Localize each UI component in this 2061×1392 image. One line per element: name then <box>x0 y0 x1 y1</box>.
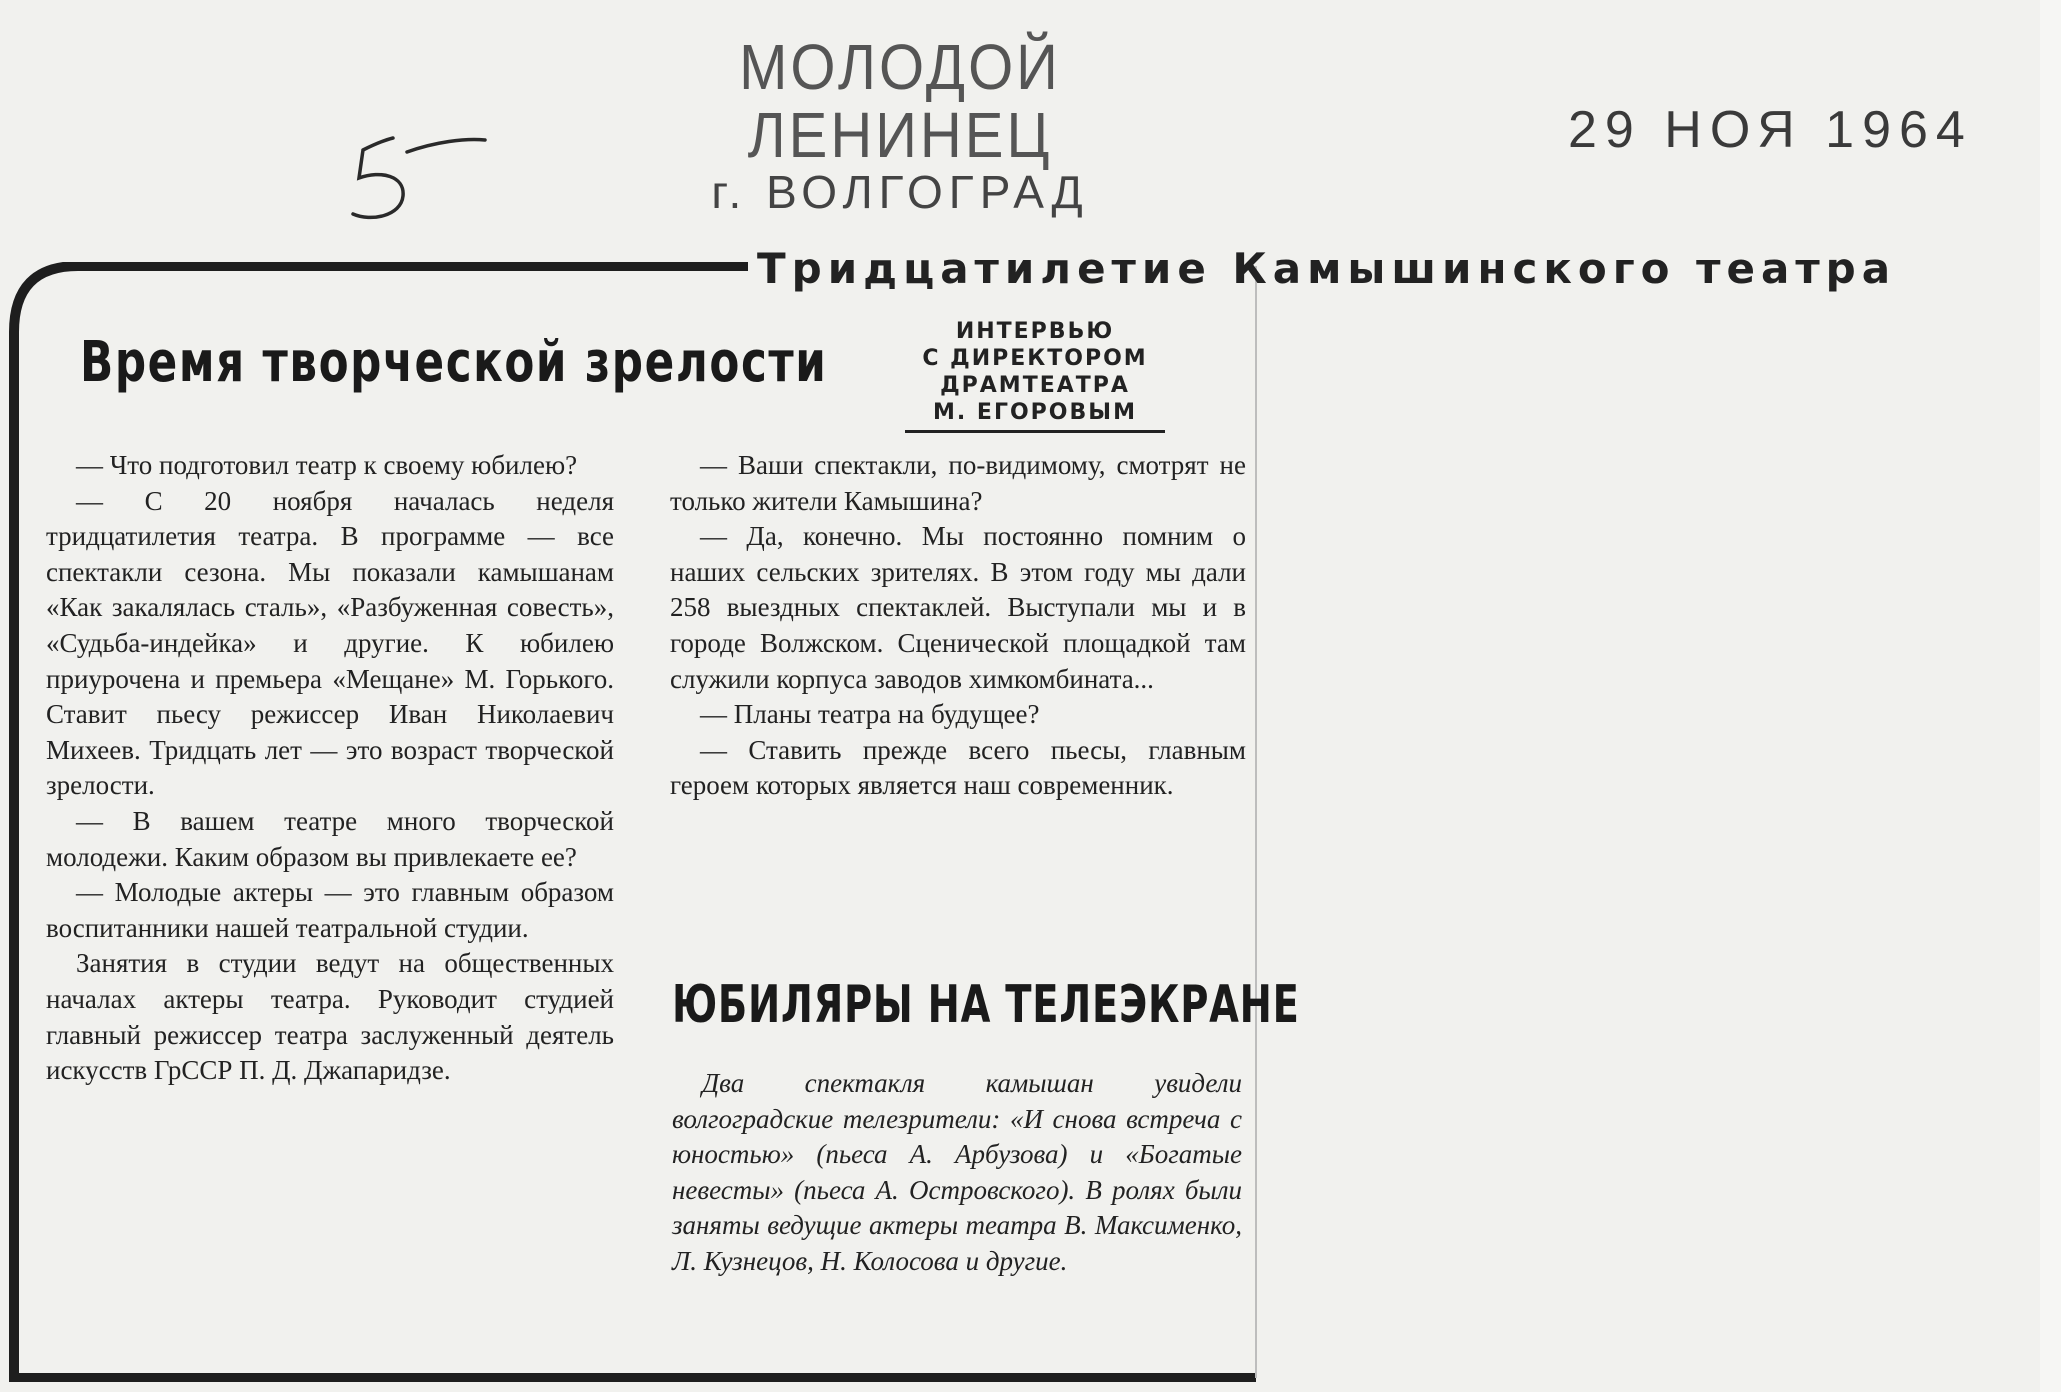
paragraph: — Ваши спектакли, по-видимому, смотрят не только жители Камышина? <box>670 450 1246 516</box>
byline-line-4: М. ЕГОРОВЫМ <box>933 400 1137 425</box>
paragraph: Занятия в студии ведут на общественных началах актеры театра. Руководит студией главный режиссер театра заслуженный деятель искусств ГрССР П. Д. Джапаридзе. <box>46 948 614 1086</box>
paragraph: — Что подготовил театр к своему юбилею? <box>76 450 578 480</box>
newspaper-stamp <box>640 31 1160 220</box>
paragraph: — Планы театра на будущее? <box>700 699 1040 730</box>
stamp-city: г. ВОЛГОГРАД <box>711 166 1089 218</box>
section-heading: ЮБИЛЯРЫ НА ТЕЛЕЭКРАНЕ <box>672 975 1300 1035</box>
right-column <box>670 448 1246 804</box>
stamp-newspaper-name: МОЛОДОЙ ЛЕНИНЕЦ <box>739 31 1061 172</box>
handwritten-number-mark <box>345 130 495 230</box>
byline-line-2: С ДИРЕКТОРОМ <box>922 346 1148 371</box>
paragraph: — Молодые актеры — это главным образом воспитанники нашей театральной студии. <box>46 877 614 943</box>
interview-byline <box>905 318 1165 433</box>
paragraph: — С 20 ноября началась неделя тридцатилетия театра. В программе — все спектакли сезона. Мы показали камышанам «Как закалялась сталь», «Разбуженная совесть», «Судьба-индейка» и другие. К юбилею приурочена и премьера «Мещане» М. Горького. Ставит пьесу режиссер Иван Николаевич Михеев. Тридцать лет — это возраст творческой зрелости. <box>46 485 614 801</box>
paragraph: — Ставить прежде всего пьесы, главным героем которых является наш современник. <box>670 734 1246 801</box>
series-header: Тридцатилетие Камышинского театра <box>757 244 1897 293</box>
paragraph: — В вашем театре много творческой молодежи. Каким образом вы привлекаете ее? <box>46 805 614 872</box>
article-title: Время творческой зрелости <box>80 330 828 395</box>
paragraph: Два спектакля камышан увидели волгоградские телезрители: «И снова встреча с юностью» (пьеса А. Арбузова) и «Богатые невесты» (пьеса А. Островского). В ролях были заняты ведущие актеры театра В. Максименко, Л. Кузнецов, Н. Колосова и другие. <box>672 1068 1242 1276</box>
left-column <box>46 448 614 1089</box>
byline-line-3: ДРАМТЕАТРА <box>940 373 1130 398</box>
date-stamp: 29 НОЯ 1964 <box>1568 101 1973 159</box>
paragraph: — Да, конечно. Мы постоянно помним о наших сельских зрителях. В этом году мы дали 258 выездных спектаклей. Выступали мы и в городе Волжском. Сценической площадкой там служили корпуса заводов химкомбината... <box>670 521 1246 694</box>
tv-section-text <box>672 1066 1242 1280</box>
byline-underline <box>905 430 1165 433</box>
byline-line-1: ИНТЕРВЬЮ <box>955 319 1115 344</box>
